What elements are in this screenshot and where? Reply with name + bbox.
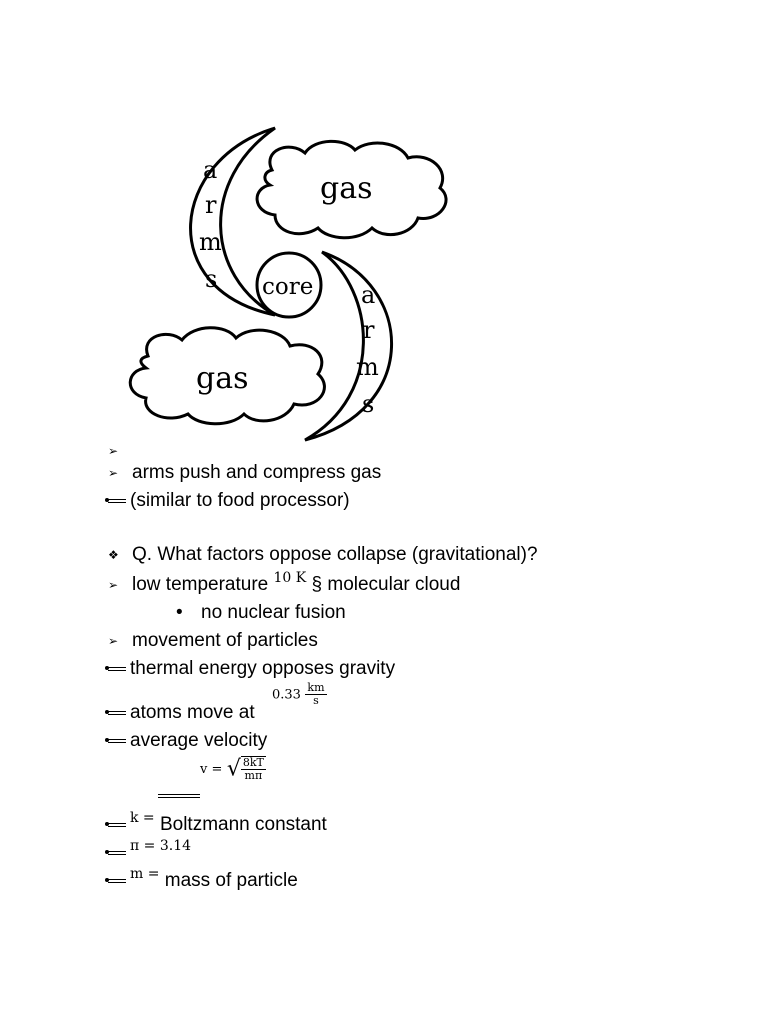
galaxy-formation-diagram (0, 0, 784, 450)
note-text: thermal energy opposes gravity (130, 658, 396, 679)
pi-equation: π = 3.14 (130, 838, 192, 854)
note-text: mass of particle (164, 870, 298, 891)
dash-bullet-icon (108, 823, 126, 827)
note-atoms-move (108, 699, 255, 727)
dash-bullet-icon (108, 739, 126, 743)
note-question (108, 541, 538, 569)
note-no-fusion (176, 599, 346, 627)
arm-bottom-letter-s: s (362, 390, 375, 418)
velocity-formula: v = √ $\frac{8kT}{m\pi}$ (200, 756, 264, 782)
arrow-bullet-icon: ➢ (108, 578, 119, 592)
arm-top-letter-a: a (203, 156, 218, 184)
dash-bullet-icon (108, 711, 126, 715)
note-text: atoms move at (130, 702, 255, 723)
m-label: m = (130, 866, 160, 882)
arm-top-letter-s: s (205, 265, 218, 293)
note-similar (108, 487, 350, 515)
arm-bottom-letter-a: a (361, 281, 376, 309)
note-thermal (108, 655, 395, 683)
arm-bottom-letter-r: r (363, 316, 375, 344)
note-text: § molecular cloud (311, 574, 461, 596)
note-text: Q. What factors oppose collapse (gravitational)? (132, 544, 538, 566)
note-average (108, 727, 267, 755)
gas-bottom-label: gas (196, 361, 249, 396)
note-movement (108, 627, 318, 655)
arm-top-letter-m: m (199, 228, 222, 256)
note-text: Boltzmann constant (159, 814, 327, 835)
note-text: movement of particles (132, 630, 318, 652)
note-pi (108, 839, 191, 867)
note-text: low temperature (132, 574, 269, 596)
note-text: no nuclear fusion (201, 602, 346, 623)
dot-bullet-icon: • (176, 602, 183, 623)
diamond-bullet-icon: ❖ (108, 548, 119, 562)
arrow-bullet-icon: ➢ (108, 466, 119, 480)
note-m (108, 867, 298, 895)
speed-value: 0.33 $\frac{km}{s}$ (272, 681, 325, 707)
formula-bullet-bar (158, 794, 200, 798)
arm-top-letter-r: r (205, 191, 217, 219)
temp-value: 10 K (273, 570, 307, 587)
note-text: average velocity (130, 730, 268, 751)
dash-bullet-icon (108, 851, 126, 855)
note-k (108, 811, 327, 839)
arrow-bullet-icon: ➢ (108, 634, 119, 648)
note-text: arms push and compress gas (132, 462, 382, 484)
k-label: k = (130, 810, 155, 826)
dash-bullet-icon (108, 499, 126, 503)
arrow-bullet-icon: ➢ (108, 444, 119, 458)
note-low-temp (108, 571, 460, 599)
note-arms-push (108, 459, 381, 487)
core-label: core (262, 274, 314, 300)
arm-bottom-letter-m: m (356, 353, 379, 381)
gas-top-label: gas (320, 171, 373, 206)
dash-bullet-icon (108, 879, 126, 883)
dash-bullet-icon (108, 667, 126, 671)
note-text: (similar to food processor) (130, 490, 350, 511)
